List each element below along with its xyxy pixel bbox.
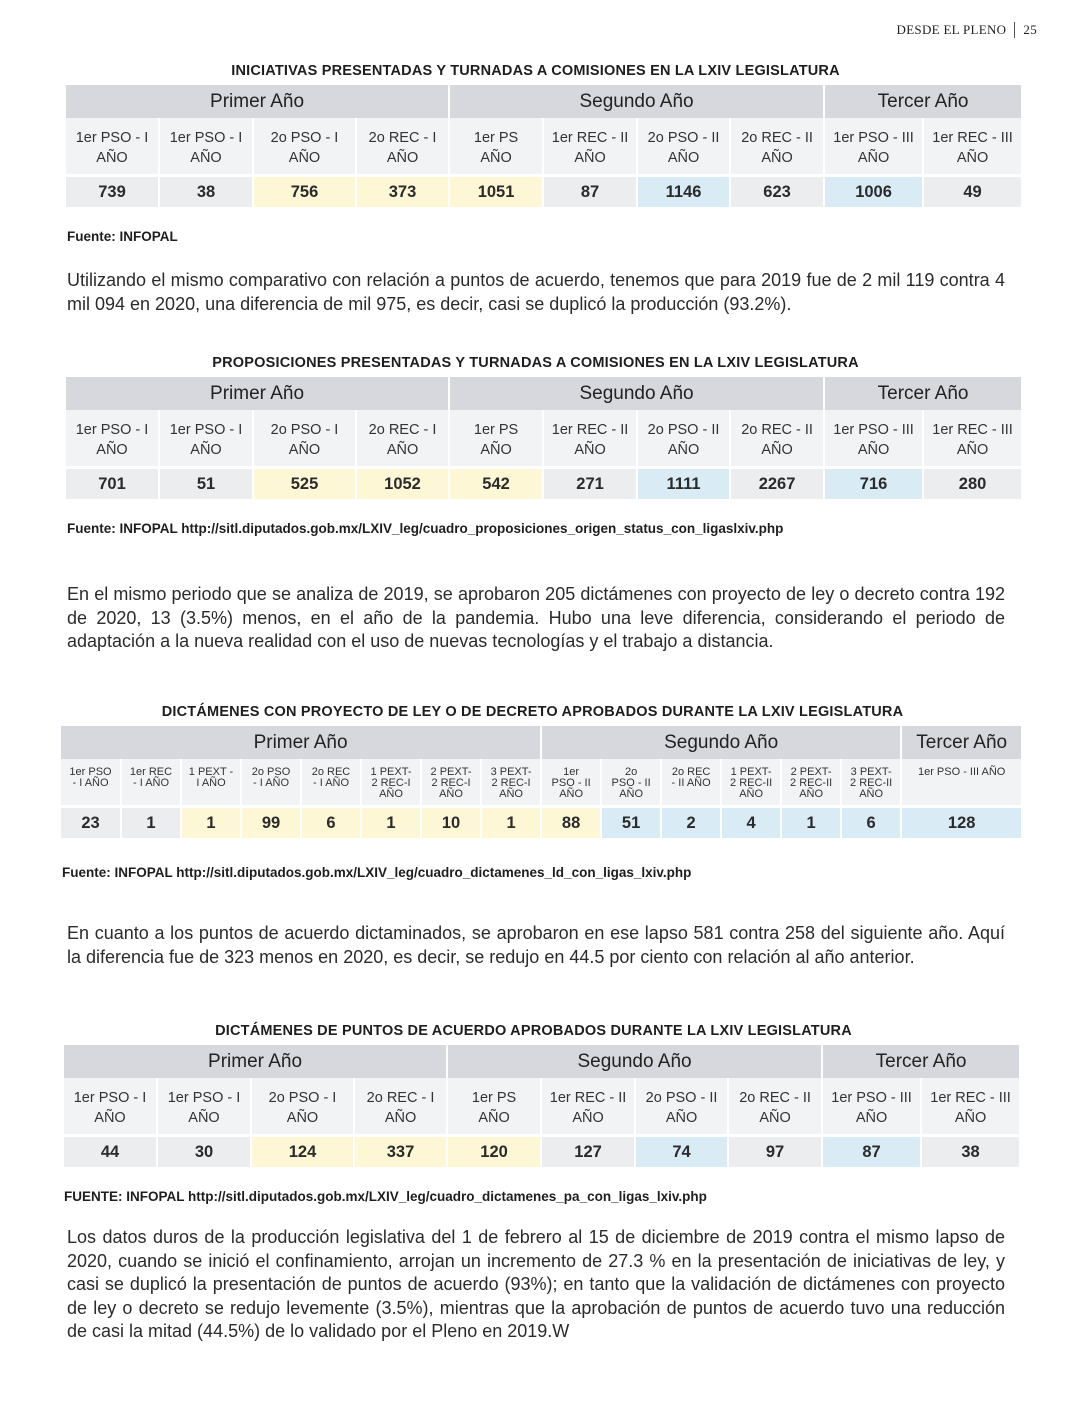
column-label: AÑO [544,440,636,466]
column-label: AÑO [544,148,636,174]
column-label: 1er REC - III [924,410,1021,440]
column-label: 2o REC - I [355,1078,446,1108]
column-label: AÑO [355,1108,446,1134]
column-label: 1er REC - III [924,118,1021,148]
column-label-line: 2o REC [311,766,351,778]
value-cell: 38 [160,174,252,207]
table4-source: FUENTE: INFOPAL http://sitl.diputados.gob.mx/LXIV_leg/cuadro_dictamenes_pa_con_ligas_lxiv.php [64,1189,707,1204]
table3-year-2: Segundo Año [542,726,900,759]
column-label-line: - I AÑO [312,777,350,789]
column-label: AÑO [731,148,823,174]
table1-label-row-top [66,118,1021,148]
column-label-line: AÑO [619,788,644,800]
column-label: AÑO [542,1108,634,1134]
column-label-line: 2 PEXT- [790,766,832,778]
column-label: AÑO [357,148,448,174]
column-label: 2o REC - II [731,118,823,148]
table2-value-row [66,466,1021,499]
value-cell: 97 [729,1134,821,1167]
column-label-line: 1 PEXT- [730,766,772,778]
column-label-line: 2 REC-II [790,777,833,789]
column-label: AÑO [64,1108,156,1134]
column-label: 1er PSO - I [160,410,252,440]
value-cell: 6 [842,805,900,838]
column-label-line: 1er PSO - III AÑO [917,766,1006,778]
column-label: 1er REC - II [544,410,636,440]
column-label-line: AÑO [739,788,764,800]
value-cell: 51 [602,805,660,838]
value-cell: 4 [722,805,780,838]
value-cell: 373 [357,174,448,207]
column-label: AÑO [252,1108,353,1134]
table2-year-3: Tercer Año [825,377,1021,410]
value-cell: 23 [61,805,120,838]
table3-year-3: Tercer Año [902,726,1021,759]
value-cell: 99 [242,805,300,838]
column-label-line: 2 REC-II [850,777,893,789]
column-label [602,759,660,805]
table1-year-2: Segundo Año [450,85,823,118]
table2-label-row-bottom [66,440,1021,466]
column-label-line: - I AÑO [252,777,290,789]
table1-label-row-bottom [66,148,1021,174]
value-cell: 120 [448,1134,540,1167]
column-label-line: 2 REC-I [491,777,531,789]
column-label: 1er REC - II [542,1078,634,1108]
value-cell: 1 [362,805,420,838]
column-label: AÑO [638,440,729,466]
value-cell: 1 [182,805,240,838]
column-label-line: - I AÑO [132,777,170,789]
column-label [782,759,840,805]
value-cell: 1146 [638,174,729,207]
column-label [422,759,480,805]
column-label: 2o PSO - II [638,410,729,440]
column-label-line: 2 REC-I [431,777,471,789]
table4-year-3: Tercer Año [823,1045,1019,1078]
column-label-line: AÑO [799,788,824,800]
column-label: 2o REC - I [357,410,448,440]
column-label: AÑO [731,440,823,466]
paragraph-3: En cuanto a los puntos de acuerdo dictaminados, se aprobaron en ese lapso 581 contra 258 del siguiente año. Aquí la diferencia fue de 323 menos en 2020, es decir, se redujo en 44.5 por ciento con relación al año anterior. [67,923,1005,967]
column-label: AÑO [638,148,729,174]
paragraph-2: En el mismo periodo que se analiza de 2019, se aprobaron 205 dictámenes con proyecto de ley o decreto contra 192 de 2020, 13 (3.5%) menos, en el año de la pandemia. Hubo una leve diferencia, considerando el periodo de adaptación a la nueva realidad con el uso de nuevas tecnologías y el trabajo a distancia. [67,584,1005,651]
table3-source: Fuente: INFOPAL http://sitl.diputados.gob.mx/LXIV_leg/cuadro_dictamenes_ld_con_ligas_lxiv.php [62,865,692,880]
table1-year-1: Primer Año [66,85,448,118]
column-label [242,759,300,805]
column-label [182,759,240,805]
column-label: AÑO [636,1108,727,1134]
column-label: AÑO [158,1108,250,1134]
value-cell: 2267 [731,466,823,499]
column-label [122,759,180,805]
table4 [62,1045,1021,1167]
table3-title: DICTÁMENES CON PROYECTO DE LEY O DE DECRETO APROBADOS DURANTE LA LXIV LEGISLATURA [161,704,904,720]
value-cell: 49 [924,174,1021,207]
column-label-line: 2 PEXT- [430,766,472,778]
value-cell: 701 [66,466,158,499]
value-cell: 756 [254,174,355,207]
value-cell: 337 [355,1134,446,1167]
column-label: AÑO [922,1108,1019,1134]
column-label: AÑO [825,148,922,174]
column-label-line: AÑO [559,788,584,800]
table3 [59,726,1023,838]
value-cell: 739 [66,174,158,207]
column-label: 1er REC - II [544,118,636,148]
column-label [482,759,540,805]
column-label [902,759,1021,805]
column-label-line: PSO - II [611,777,651,789]
column-label: AÑO [924,440,1021,466]
value-cell: 280 [924,466,1021,499]
column-label: AÑO [825,440,922,466]
column-label-line: 3 PEXT- [850,766,892,778]
table1-title: INICIATIVAS PRESENTADAS Y TURNADAS A COMISIONES EN LA LXIV LEGISLATURA [231,63,840,79]
column-label-line: 1 PEXT - [188,766,234,778]
table4-year-1: Primer Año [64,1045,446,1078]
value-cell: 1006 [825,174,922,207]
value-cell: 271 [544,466,636,499]
column-label-line: 1er PSO [69,766,112,778]
value-cell: 623 [731,174,823,207]
column-label: 2o PSO - II [638,118,729,148]
column-label: AÑO [254,148,355,174]
table4-title: DICTÁMENES DE PUNTOS DE ACUERDO APROBADOS DURANTE LA LXIV LEGISLATURA [215,1023,852,1039]
column-label: 1er PSO - III [823,1078,920,1108]
value-cell: 1 [482,805,540,838]
table4-label-row-bottom [64,1108,1019,1134]
column-label-line: 2o PSO [251,766,291,778]
column-label: 1er PS [448,1078,540,1108]
column-label: 1er PSO - I [160,118,252,148]
value-cell: 88 [542,805,600,838]
column-label [61,759,120,805]
column-label-line: - I AÑO [72,777,109,789]
table2-title: PROPOSICIONES PRESENTADAS Y TURNADAS A COMISIONES EN LA LXIV LEGISLATURA [212,355,859,371]
table2-source: Fuente: INFOPAL http://sitl.diputados.gob.mx/LXIV_leg/cuadro_proposiciones_origen_status_con_ligaslxiv.php [67,521,784,536]
value-cell: 44 [64,1134,156,1167]
column-label-line: 1er [563,766,580,778]
column-label: 2o PSO - I [254,118,355,148]
column-label: AÑO [160,148,252,174]
column-label: 1er PSO - I [66,118,158,148]
column-label-line: 2o [624,766,638,778]
value-cell: 1111 [638,466,729,499]
column-label-line: PSO - II [551,777,591,789]
value-cell: 525 [254,466,355,499]
column-label [842,759,900,805]
value-cell: 10 [422,805,480,838]
column-label-line: AÑO [379,788,403,800]
value-cell: 1052 [357,466,448,499]
value-cell: 87 [544,174,636,207]
value-cell: 1 [122,805,180,838]
page-number: 25 [1023,22,1037,37]
value-cell: 2 [662,805,720,838]
column-label [722,759,780,805]
value-cell: 6 [302,805,360,838]
table1-year-3: Tercer Año [825,85,1021,118]
column-label-line: 2o REC [671,766,711,778]
column-label: 2o PSO - II [636,1078,727,1108]
table1-source: Fuente: INFOPAL [67,229,178,244]
value-cell: 127 [542,1134,634,1167]
column-label: 2o REC - I [357,118,448,148]
column-label: AÑO [450,440,542,466]
table4-year-2: Segundo Año [448,1045,821,1078]
column-label: 2o PSO - I [252,1078,353,1108]
column-label: 1er PSO - III [825,118,922,148]
table3-label-row [61,759,1021,805]
running-header [897,22,1038,38]
table2-year-1: Primer Año [66,377,448,410]
column-label: 1er PSO - I [158,1078,250,1108]
column-label: 1er PSO - I [64,1078,156,1108]
column-label [662,759,720,805]
table3-value-row [61,805,1021,838]
table4-value-row [64,1134,1019,1167]
column-label-line: 1er REC [129,766,173,778]
column-label: 2o PSO - I [254,410,355,440]
column-label: AÑO [924,148,1021,174]
section-name: DESDE EL PLENO [896,22,1007,37]
column-label-line: AÑO [859,788,884,800]
value-cell: 87 [823,1134,920,1167]
column-label: 1er PSO - III [825,410,922,440]
value-cell: 716 [825,466,922,499]
column-label-line: 2 REC-II [730,777,773,789]
column-label: 1er REC - III [922,1078,1019,1108]
column-label: AÑO [448,1108,540,1134]
column-label [302,759,360,805]
value-cell: 74 [636,1134,727,1167]
table1 [64,85,1023,207]
column-label: AÑO [66,148,158,174]
column-label: AÑO [823,1108,920,1134]
column-label-line: AÑO [499,788,523,800]
column-label-line: I AÑO [196,777,226,789]
column-label: 2o REC - II [729,1078,821,1108]
table1-value-row [66,174,1021,207]
column-label-line: 2 REC-I [371,777,411,789]
value-cell: 51 [160,466,252,499]
column-label: AÑO [254,440,355,466]
column-label-line: - II AÑO [671,777,711,789]
column-label: AÑO [66,440,158,466]
column-label: 1er PS [450,118,542,148]
value-cell: 30 [158,1134,250,1167]
column-label: AÑO [160,440,252,466]
column-label-line: 3 PEXT- [490,766,532,778]
column-label [542,759,600,805]
table3-year-1: Primer Año [61,726,540,759]
column-label-line: 1 PEXT- [370,766,412,778]
column-label-line: AÑO [439,788,463,800]
value-cell: 38 [922,1134,1019,1167]
table4-label-row-top [64,1078,1019,1108]
column-label: AÑO [729,1108,821,1134]
column-label: 2o REC - II [731,410,823,440]
table2-label-row-top [66,410,1021,440]
column-label: 1er PS [450,410,542,440]
column-label [362,759,420,805]
table2 [64,377,1023,499]
table2-year-2: Segundo Año [450,377,823,410]
paragraph-1: Utilizando el mismo comparativo con relación a puntos de acuerdo, tenemos que para 2019 fue de 2 mil 119 contra 4 mil 094 en 2020, una diferencia de mil 975, es decir, casi se duplicó la producción (93.2%). [67,270,1005,314]
column-label: 1er PSO - I [66,410,158,440]
value-cell: 128 [902,805,1021,838]
header-divider [1014,22,1015,38]
column-label: AÑO [450,148,542,174]
value-cell: 124 [252,1134,353,1167]
paragraph-4: Los datos duros de la producción legislativa del 1 de febrero al 15 de diciembre de 2019 contra el mismo lapso de 2020, cuando se inició el confinamiento, arrojan un incremento de 27.3 % en la presentación de iniciativas de ley, y casi se duplicó la presentación de puntos de acuerdo (93%); en tanto que la validación de dictámenes con proyecto de ley o decreto se redujo levemente (3.5%), mientras que la aprobación de puntos de acuerdo tuvo una reducción de casi la mitad (44.5%) de lo validado por el Pleno en 2019.W [67,1227,1005,1341]
value-cell: 1 [782,805,840,838]
value-cell: 542 [450,466,542,499]
value-cell: 1051 [450,174,542,207]
column-label: AÑO [357,440,448,466]
